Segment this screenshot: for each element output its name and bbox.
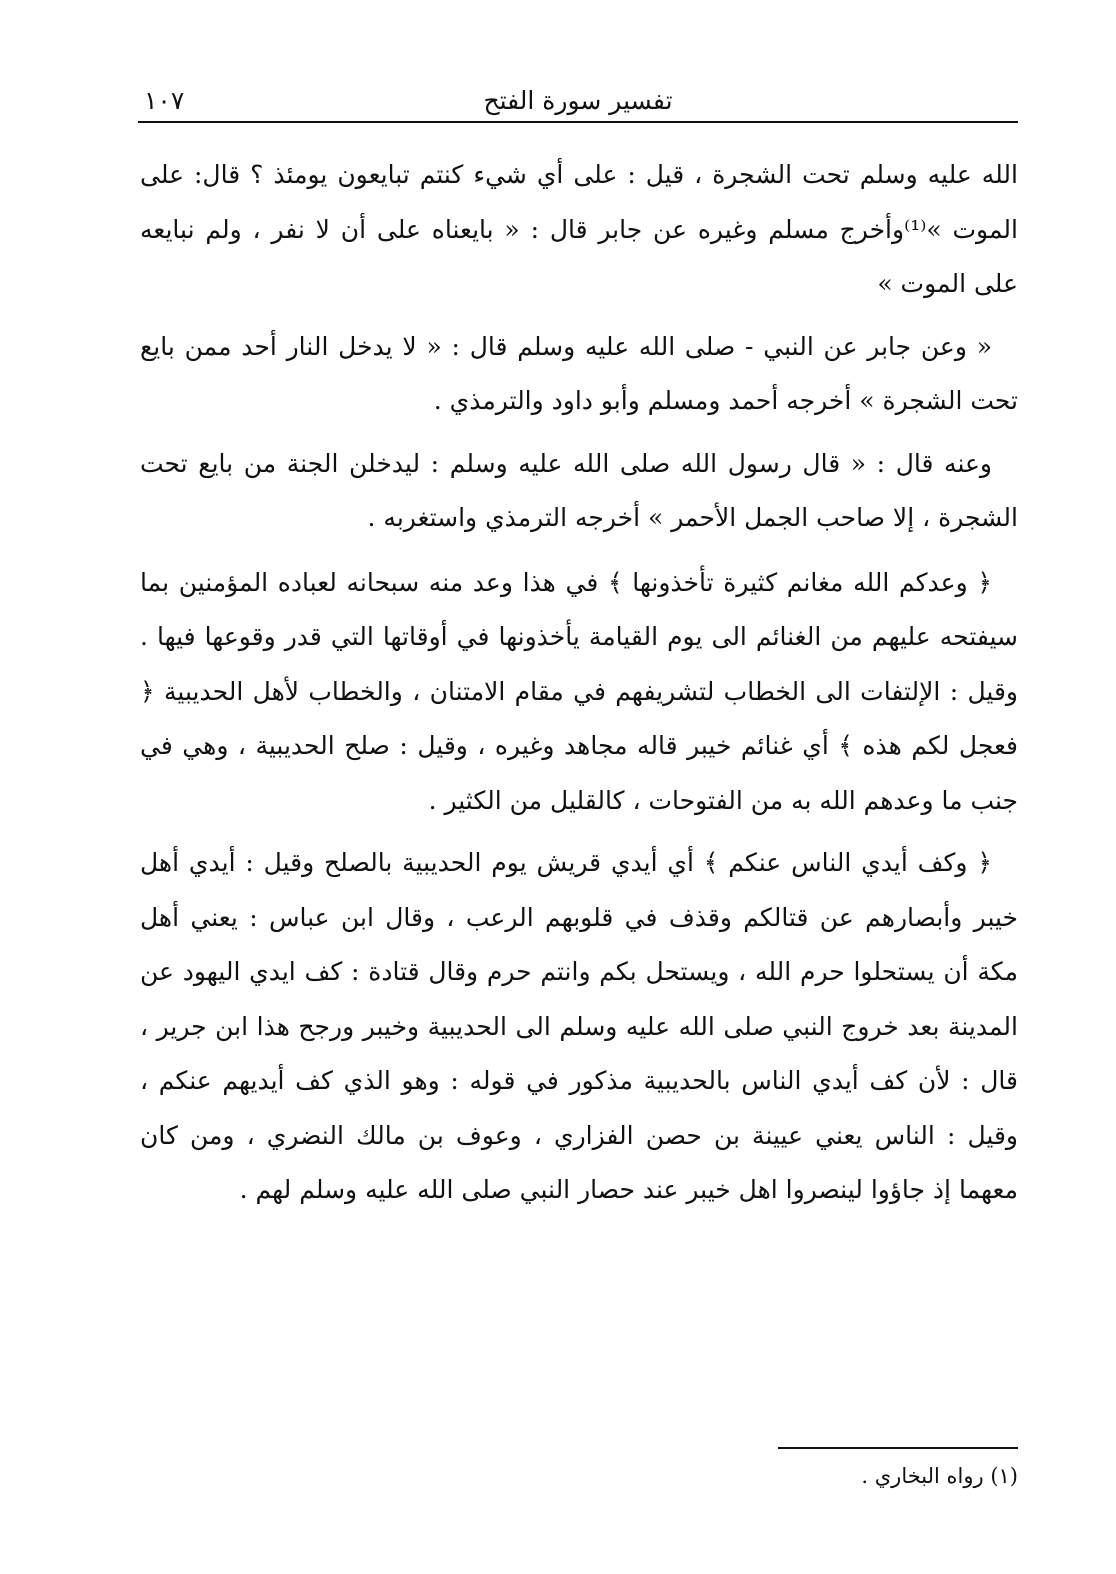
paragraph: ﴿ وعدكم الله مغانم كثيرة تأخذونها ﴾ في هذا وعد منه سبحانه لعباده المؤمنين بما سيفتحه عليهم من الغنائم الى يوم القيامة يأخذونها في أوقاتها التي قدر وقوعها فيها . وقيل : الإلتفات الى الخطاب لتشريفهم في مقام الامتنان ، والخطاب لأهل الحديبية ﴿ فعجل لكم هذه ﴾ أي غنائم خيبر قاله مجاهد وغيره ، وقيل : صلح الحديبية ، وهي في جنب ما وعدهم الله به من الفتوحات ، كالقليل من الكثير . xyxy=(140,567,1018,815)
header-divider xyxy=(138,121,1018,123)
paragraph: ﴿ وكف أيدي الناس عنكم ﴾ أي أيدي قريش يوم الحديبية بالصلح وقيل : أيدي أهل خيبر وأبصارهم عن قتالكم وقذف في قلوبهم الرعب ، وقال ابن عباس : يعني أهل مكة أن يستحلوا حرم الله ، ويستحل بكم وانتم حرم وقال قتادة : كف ايدي اليهود عن المدينة بعد خروج النبي صلى الله عليه وسلم الى الحديبية وخيبر ورجح هذا ابن جرير ، قال : لأن كف أيدي الناس بالحديبية مذكور في قوله : وهو الذي كف أيديهم عنكم ، وقيل : الناس يعني عيينة بن حصن الفزاري ، وعوف بن مالك النضري ، ومن كان معهما إذ جاؤوا لينصروا اهل خيبر عند حصار النبي صلى الله عليه وسلم لهم . xyxy=(140,848,1018,1204)
paragraph: الله عليه وسلم تحت الشجرة ، قيل : على أي شيء كنتم تبايعون يومئذ ؟ قال: على الموت »⁽¹⁾وأخرج مسلم وغيره عن جابر قال : « بايعناه على أن لا نفر ، ولم نبايعه على الموت » xyxy=(140,160,1018,298)
footnote-divider xyxy=(778,1447,1018,1449)
footnote: (١) رواه البخاري . xyxy=(861,1464,1018,1488)
page-number: ١٠٧ xyxy=(144,86,185,115)
page-title: تفسير سورة الفتح xyxy=(483,86,673,115)
paragraph: « وعن جابر عن النبي - صلى الله عليه وسلم قال : « لا يدخل النار أحد ممن بايع تحت الشجرة » أخرجه أحمد ومسلم وأبو داود والترمذي . xyxy=(140,331,1018,415)
running-header xyxy=(138,82,1018,122)
paragraph: وعنه قال : « قال رسول الله صلى الله عليه وسلم : ليدخلن الجنة من بايع تحت الشجرة ، إلا صاحب الجمل الأحمر » أخرجه الترمذي واستغربه . xyxy=(140,448,1018,532)
page-body xyxy=(140,148,1018,1226)
